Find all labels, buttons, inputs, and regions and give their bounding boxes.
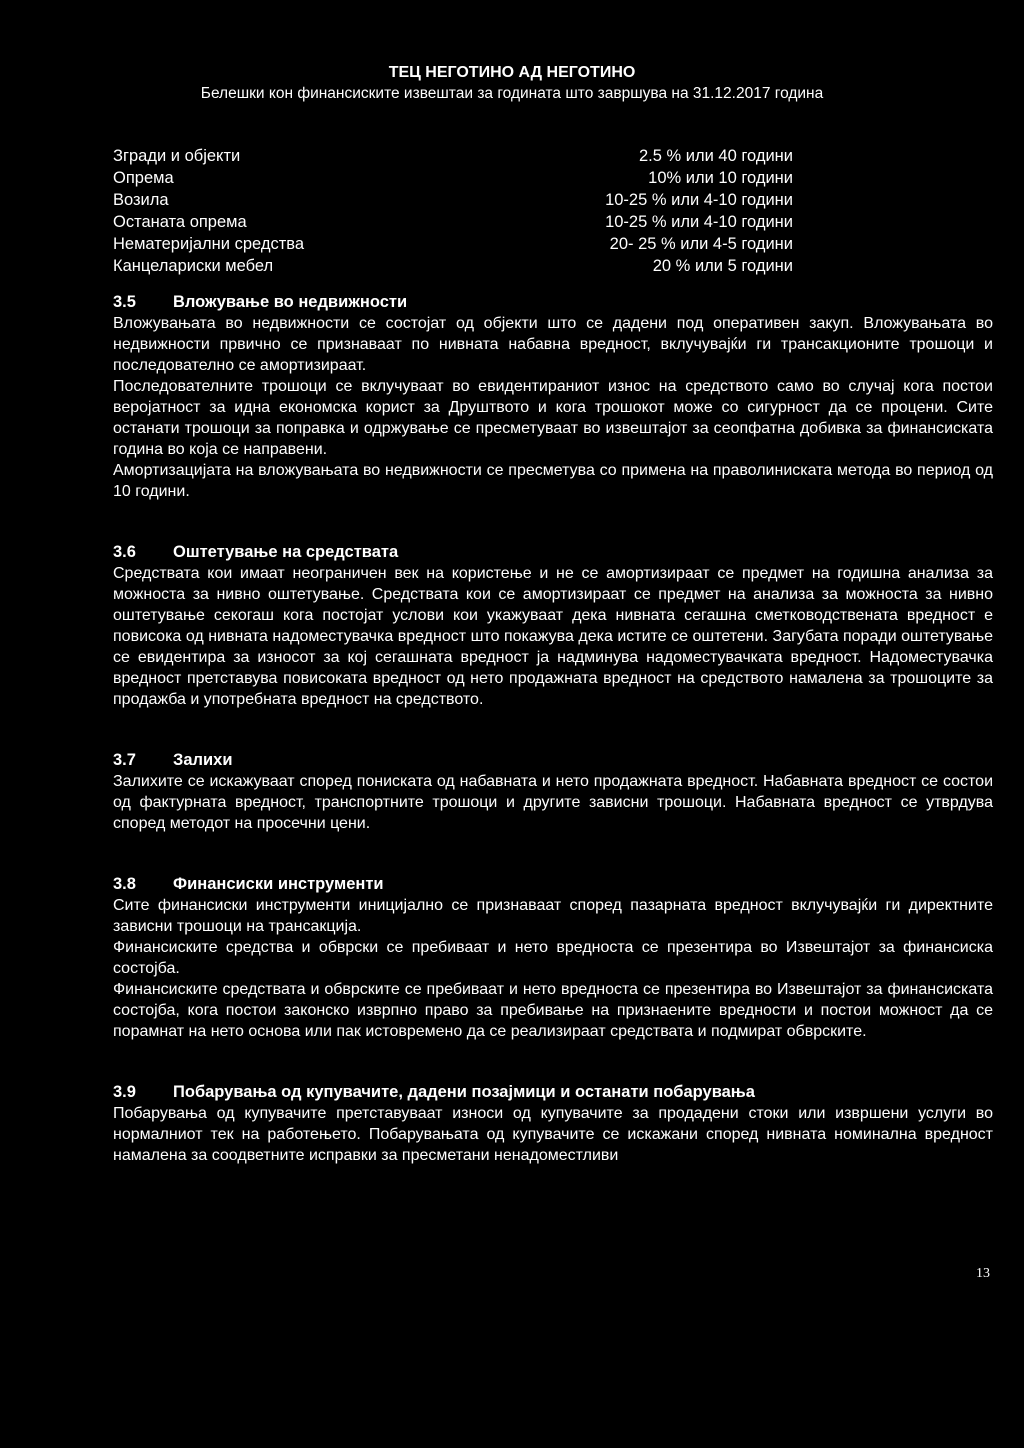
- document-header: [0, 62, 1024, 104]
- section-number: 3.8: [113, 875, 136, 893]
- asset-label: Канцелариски мебел: [113, 257, 274, 275]
- section-number: 3.7: [113, 751, 136, 769]
- paragraph: Последователните трошоци се вклучуваат во евидентираниот износ на средството само во случај кога постои веројатност за идна економска корист за Друштвото и кога трошокот може со сигурност да се процени. Сите останати трошоци за поправка и одржување се пресметуваат во извештајот за сеопфатна добивка за финансиската година во која се направени.: [113, 378, 993, 458]
- section-heading: [113, 292, 993, 313]
- document-subtitle: Белешки кон финансиските извештаи за годината што завршува на 31.12.2017 година: [200, 85, 824, 102]
- section-receivables: [113, 1082, 993, 1166]
- paragraph: Побарувања од купувачите претставуваат износи од купувачите за продадени стоки или извршени услуги во нормалниот тек на работењето. Побарувањата од купувачите се искажани според нивната номинална вредност намалена за соодветните исправки за пресметани ненадоместливи: [113, 1105, 993, 1164]
- asset-label: Возила: [113, 191, 169, 209]
- rate-row: [113, 211, 793, 233]
- page-number: 13: [976, 1266, 990, 1281]
- section-title: Оштетување на средствата: [173, 543, 399, 561]
- paragraph: Финансиските средства и обврски се пребиваат и нето вредноста се презентира во Извештајот за финансиска состојба.: [113, 939, 993, 977]
- paragraph: Средствата кои имаат неограничен век на користење и не се амортизираат се предмет на годишна анализа за можноста за нивно оштетување. Средствата кои се амортизираат се предмет на анализа за можноста за нивно оштетување секогаш кога постојат услови кои укажуваат дека нивната сегашна сметководствената вредност е повисока од нивната надоместувачка вредност што покажува дека истите се оштетени. Загубата поради оштетување се евидентира за износот за кој сегашната вредност ја надминува надоместувачката вредност. Надоместувачка вредност претставува повисоката вредност од нето продажната вредност на средството намалена за трошоците за продажба и употребната вредност на средството.: [113, 565, 993, 708]
- section-title: Залихи: [173, 751, 233, 769]
- asset-label: Нематеријални средства: [113, 235, 305, 253]
- asset-label: Останата опрема: [113, 213, 247, 231]
- rate-row: [113, 255, 793, 277]
- rate-value: 10% или 10 години: [648, 169, 793, 187]
- rate-value: 10-25 % или 4-10 години: [605, 213, 793, 231]
- section-financial-instruments: [113, 874, 993, 1042]
- section-heading: [113, 874, 993, 895]
- rate-value: 20 % или 5 години: [652, 257, 793, 275]
- asset-label: Згради и објекти: [113, 147, 241, 165]
- paragraph: Финансиските средствата и обврските се пребиваат и нето вредноста се презентира во Извештајот за финансиската состојба, кога постои законско изврпно право за пребивање на признаените вредности и постои можност да се порамнат на нето основа или пак истовремено да се реализираат средствата и подмират обврските.: [113, 981, 993, 1040]
- section-investment-property: [113, 292, 993, 502]
- section-title: Вложување во недвижности: [173, 293, 408, 311]
- rate-row: [113, 145, 793, 167]
- section-inventories: [113, 750, 993, 834]
- rate-row: [113, 233, 793, 255]
- section-impairment: [113, 542, 993, 710]
- paragraph: Сите финансиски инструменти иницијално се признаваат според пазарната вредност вклучувајќи ги директните зависни трошоци на трансакција.: [113, 897, 993, 935]
- section-number: 3.9: [113, 1083, 136, 1101]
- rate-value: 20- 25 % или 4-5 години: [609, 235, 793, 253]
- section-heading: [113, 1082, 993, 1103]
- section-title: Побарувања од купувачите, дадени позајмици и останати побарувања: [173, 1083, 755, 1101]
- asset-label: Опрема: [113, 169, 174, 187]
- paragraph: Амортизацијата на вложувањата во недвижности се пресметува со примена на праволиниската метода во период од 10 години.: [113, 462, 993, 500]
- rate-row: [113, 189, 793, 211]
- section-number: 3.5: [113, 293, 136, 311]
- section-heading: [113, 750, 993, 771]
- paragraph: Залихите се искажуваат според пониската од набавната и нето продажната вредност. Набавната вредност се состои од фактурната вредност, транспортните трошоци и другите зависни трошоци. Набавната вредност се утврдува според методот на просечни цени.: [113, 773, 993, 832]
- depreciation-rates-table: [113, 145, 793, 277]
- rate-value: 10-25 % или 4-10 години: [605, 191, 793, 209]
- section-heading: [113, 542, 993, 563]
- rate-row: [113, 167, 793, 189]
- document-body: [113, 292, 993, 1166]
- section-title: Финансиски инструменти: [173, 875, 384, 893]
- section-number: 3.6: [113, 543, 136, 561]
- company-name: ТЕЦ НЕГОТИНО АД НЕГОТИНО: [388, 64, 636, 81]
- paragraph: Вложувањата во недвижности се состојат од објекти што се дадени под оперативен закуп. Вложувањата во недвижности првично се признаваат по нивната набавна вредност, вклучувајќи ги трансакционите трошоци и последователно се амортизираат.: [113, 315, 993, 374]
- rate-value: 2.5 % или 40 години: [638, 147, 793, 165]
